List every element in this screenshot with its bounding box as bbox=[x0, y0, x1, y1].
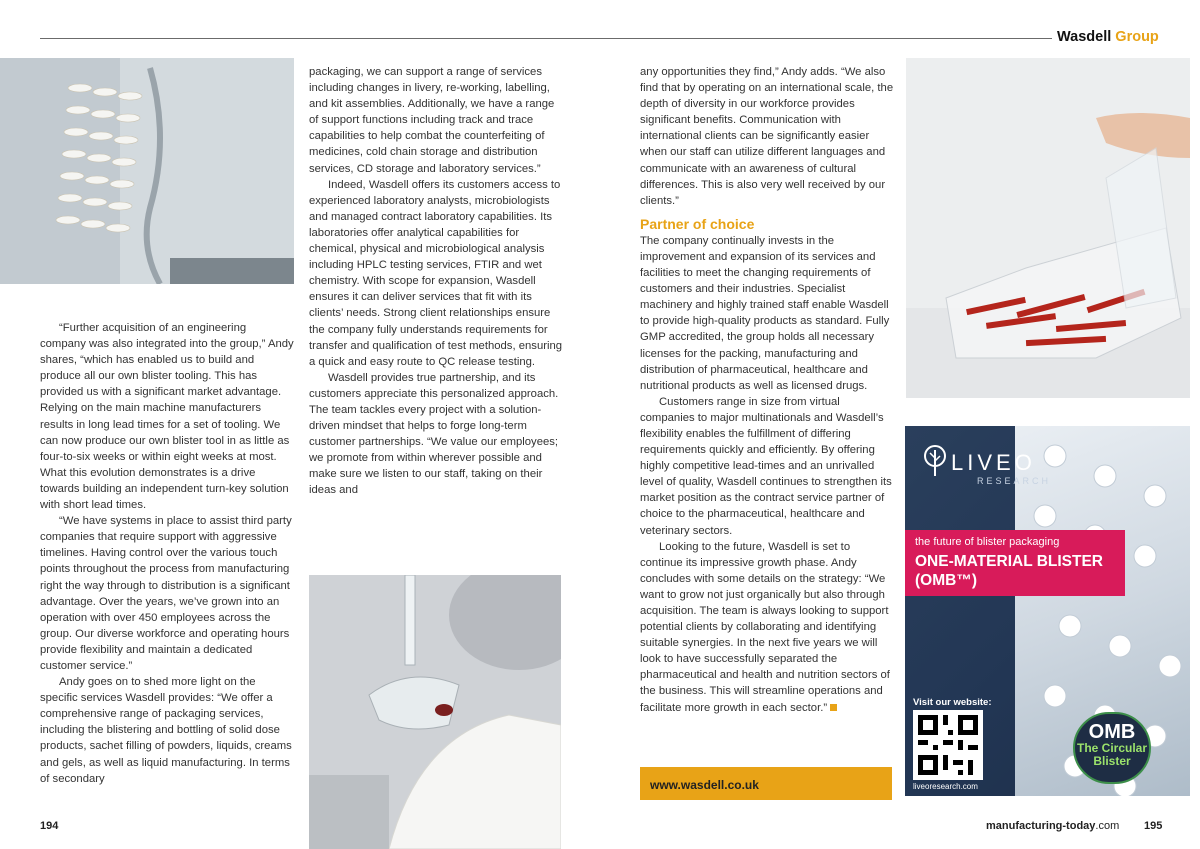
paragraph: Indeed, Wasdell offers its customers access to experienced laboratory analysts, microbiologists and managed contract laboratory capabilities. Its laboratories offer analytical capabilities for chemical, physical and microbiological analysis including HPLC testing services, FTIR and wet chemistry. With scope for expansion, Wasdell ensures it can deliver services that fit with its clients’ needs. Strong client relationships ensure the company fully understands requirements for transfer and qualification of test methods, ensuring a quick and easy route to QC release testing. bbox=[309, 178, 563, 368]
omb-badge-title: OMB bbox=[1088, 721, 1136, 743]
brand-main: Wasdell bbox=[1057, 29, 1112, 45]
paragraph-text: Looking to the future, Wasdell is set to continue its impressive growth phase. Andy concludes with some details on the strategy: “We want to grow not just organically but also through acquisition. The team is always looking to support potential clients by collaborating and identifying suitable synergies. In the next five years we will look to have successfully separated the pharmaceutical and health and nutrition sectors of the business. This will streamline operations and facilitate more growth in each sector.” bbox=[640, 540, 890, 714]
website-link[interactable]: www.wasdell.co.uk bbox=[650, 778, 759, 792]
page-number-right: 195 bbox=[1144, 820, 1163, 832]
blister-machine-photo bbox=[0, 58, 294, 284]
subheading-partner-of-choice: Partner of choice bbox=[640, 215, 755, 232]
paragraph: The company continually invests in the improvement and expansion of its services and facilities to meet the changing requirements of customers and their industries. Specialist machinery and highly trained staff enable Wasdell to provide high-quality products as standard. Fully GMP accredited, the group holds all necessary licenses for the packing, manufacturing and distribution of pharmaceutical, healthcare and nutritional products as well as licensed drugs. bbox=[640, 234, 890, 392]
paragraph-final bbox=[640, 539, 894, 716]
paragraph: Wasdell provides true partnership, and its customers appreciate this personalized approach. The team tackles every project with a solution-driven mindset that helps to forge long-term customer partnerships. “We value our employees; we promote from within wherever possible and make sure we listen to our staff, taking on their ideas and bbox=[309, 371, 559, 497]
ad-url[interactable]: liveoresearch.com bbox=[913, 782, 978, 791]
omb-badge-sub: The Circular Blister bbox=[1076, 741, 1148, 768]
footer-site-main: manufacturing-today bbox=[986, 820, 1096, 832]
page-number-left: 194 bbox=[40, 820, 59, 832]
brand-accent: Group bbox=[1115, 29, 1159, 45]
paragraph: Andy goes on to shed more light on the specific services Wasdell provides: “We offer a comprehensive range of packaging services, including the blistering and bottling of solid dose products, sachet filling of powders, liquids, creams and gels, as well as liquid manufacturing. In terms of secondary bbox=[40, 676, 292, 785]
article-column-3 bbox=[640, 64, 894, 716]
liveo-logo-sub: RESEARCH bbox=[977, 476, 1052, 486]
lab-pipette-photo bbox=[309, 575, 561, 849]
website-bar[interactable] bbox=[640, 767, 892, 800]
end-mark-icon bbox=[830, 704, 837, 711]
ad-visit-label: Visit our website: bbox=[913, 697, 992, 708]
liveo-tree-icon bbox=[923, 444, 947, 478]
omb-badge bbox=[1073, 712, 1151, 784]
liveo-advertisement[interactable] bbox=[905, 426, 1190, 796]
paragraph: “Further acquisition of an engineering company was also integrated into the group,” Andy shares, “which has enabled us to build and produce all our own blister tooling. This has provided us with a significant market advantage. Relying on the main machine manufacturers results in long lead times for a set of tooling. We can now produce our own blister tool in as little as four-to-six weeks or within eight weeks at most. What this evolution demonstrates is a drive towards building an independent turn-key solution with short lead times. bbox=[40, 322, 294, 512]
liveo-logo: LIVEO bbox=[951, 450, 1036, 475]
ad-headline-band bbox=[905, 530, 1125, 596]
syringes-bag-photo bbox=[906, 58, 1190, 398]
paragraph: any opportunities they find,” Andy adds. “We also find that by operating on an international scale, the depth of diversity in our workforce provides significant benefits. Communication with international clients can be significantly easier when our staff can utilize different languages and communicate with an awareness of cultural differences. This is also very well received by our clients.” bbox=[640, 66, 894, 207]
ad-tagline: the future of blister packaging bbox=[915, 536, 1060, 548]
footer-site-tld: .com bbox=[1095, 820, 1120, 832]
brand-label bbox=[1057, 29, 1159, 45]
paragraph: “We have systems in place to assist third party companies that require support with aggressive timelines. Having control over the various touch points throughout the process from manufacturing right the way through to distribution is a significant advantage. Over the years, we’ve grown into an operation with over 450 employees across the group. Our diverse workforce and operating hours provide flexibility and maintain a dedicated customer service.” bbox=[40, 515, 292, 672]
paragraph: Customers range in size from virtual companies to major multinationals and Wasdell’s flexibility enables the fulfillment of differing requirements quickly and efficiently. By offering highly competitive lead-times and an unrivalled level of quality, Wasdell continues to strengthen its market position as the contract service partner of choice to the pharmaceutical, healthcare and veterinary sectors. bbox=[640, 395, 892, 537]
article-column-1 bbox=[40, 320, 294, 787]
ad-headline: ONE-MATERIAL BLISTER (OMB™) bbox=[915, 553, 1104, 589]
paragraph: packaging, we can support a range of services including changes in livery, re-working, labelling, and kit assemblies. Additionally, we have a range of support functions including track and trace capabilities to help combat the counterfeiting of medicines, cold chain storage and distribution services, CD storage and laboratory services.” bbox=[309, 66, 555, 175]
footer-site bbox=[986, 820, 1119, 832]
qr-code-icon[interactable] bbox=[913, 710, 983, 780]
article-column-2 bbox=[309, 64, 563, 499]
header-rule bbox=[40, 38, 1052, 39]
